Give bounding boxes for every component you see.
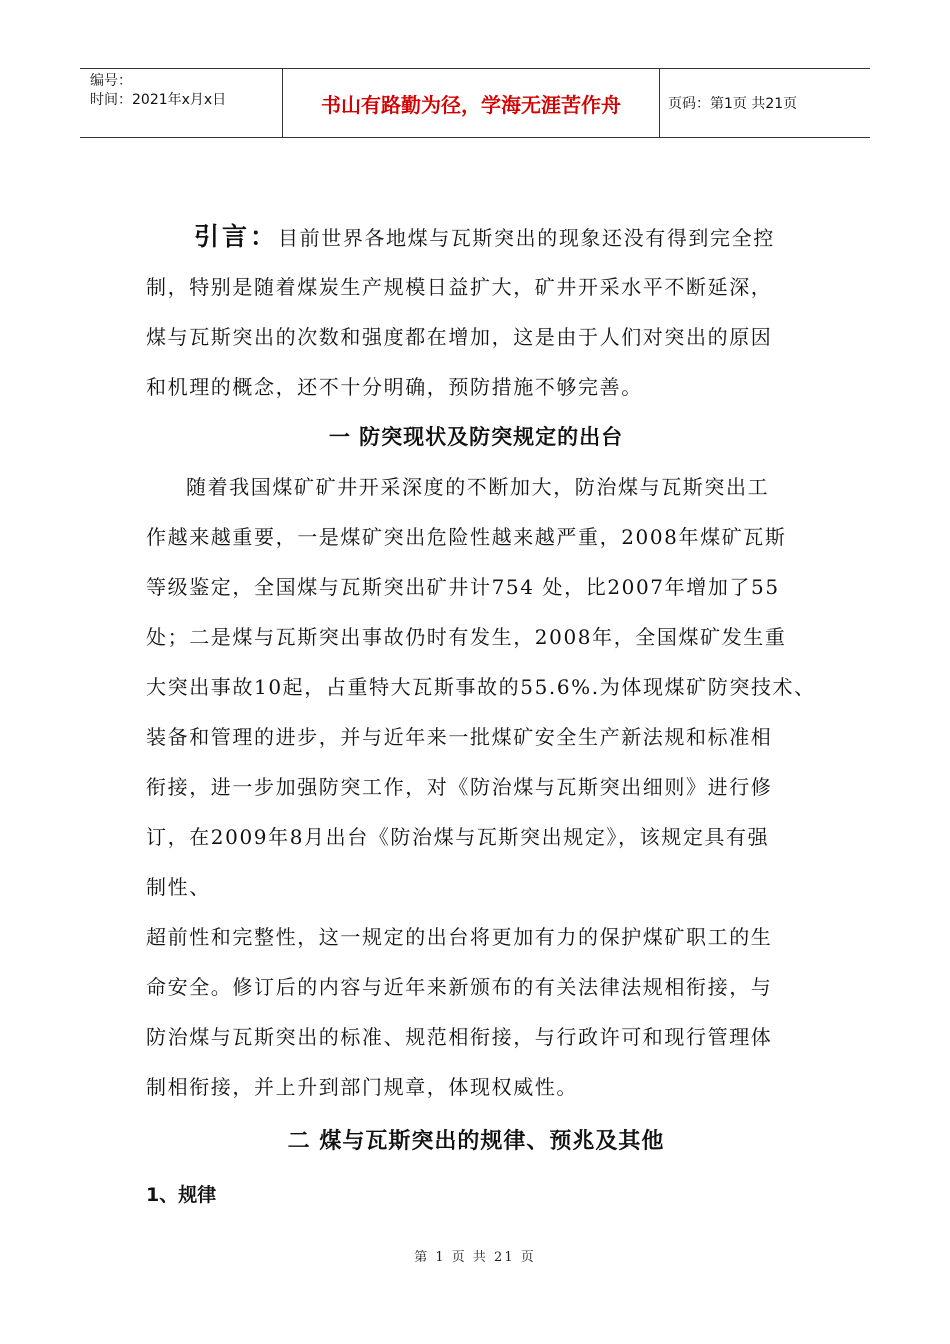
para-line: 装备和管理的进步，并与近年来一批煤矿安全生产新法规和标准相 <box>146 725 773 749</box>
para-line: 命安全。修订后的内容与近年来新颁布的有关法律法规相衔接，与 <box>146 975 773 999</box>
intro-line-2: 制，特别是随着煤炭生产规模日益扩大，矿井开采水平不断延深， <box>146 275 773 299</box>
time-label: 时间：2021年x月x日 <box>90 92 227 108</box>
para-line: 制相衔接，并上升到部门规章，体现权威性。 <box>146 1075 578 1099</box>
para-line: 衔接，进一步加强防突工作，对《防治煤与瓦斯突出细则》进行修 <box>146 775 773 799</box>
intro-line-1 <box>146 212 806 262</box>
section-2-heading: 二 煤与瓦斯突出的规律、预兆及其他 <box>287 1129 665 1154</box>
header-meta <box>80 69 282 137</box>
header-table <box>80 68 870 138</box>
section-1-heading: 一 防突现状及防突规定的出台 <box>328 425 624 449</box>
number-label: 编号： <box>90 73 132 89</box>
subheading-rules: 1、规律 <box>146 1184 217 1206</box>
para-line: 防治煤与瓦斯突出的标准、规范相衔接，与行政许可和现行管理体 <box>146 1025 773 1049</box>
intro-line-3: 煤与瓦斯突出的次数和强度都在增加，这是由于人们对突出的原因 <box>146 325 773 349</box>
para-line: 超前性和完整性，这一规定的出台将更加有力的保护煤矿职工的生 <box>146 925 773 949</box>
intro-label: 引言： <box>194 222 279 251</box>
intro-text: 目前世界各地煤与瓦斯突出的现象还没有得到完全控 <box>278 226 775 250</box>
para-line: 处；二是煤与瓦斯突出事故仍时有发生，2008年，全国煤矿发生重 <box>146 625 787 649</box>
para-line: 制性、 <box>146 875 211 899</box>
page-footer: 第 1 页 共 21 页 <box>414 1250 536 1265</box>
document-body <box>146 212 816 1222</box>
header-page-code: 页码：第1页 共21页 <box>668 96 798 112</box>
intro-line-4: 和机理的概念，还不十分明确，预防措施不够完善。 <box>146 375 643 399</box>
para-line: 等级鉴定，全国煤与瓦斯突出矿井计754 处，比2007年增加了55 <box>146 575 780 599</box>
header-motto: 书山有路勤为径，学海无涯苦作舟 <box>282 69 660 137</box>
para-line: 大突出事故10起，占重特大瓦斯事故的55.6%.为体现煤矿防突技术、 <box>146 675 816 699</box>
para-line: 作越来越重要，一是煤矿突出危险性越来越严重，2008年煤矿瓦斯 <box>146 525 787 549</box>
para-line: 随着我国煤矿矿井开采深度的不断加大，防治煤与瓦斯突出工 <box>186 475 770 499</box>
para-line: 订，在2009年8月出台《防治煤与瓦斯突出规定》，该规定具有强 <box>146 825 770 849</box>
